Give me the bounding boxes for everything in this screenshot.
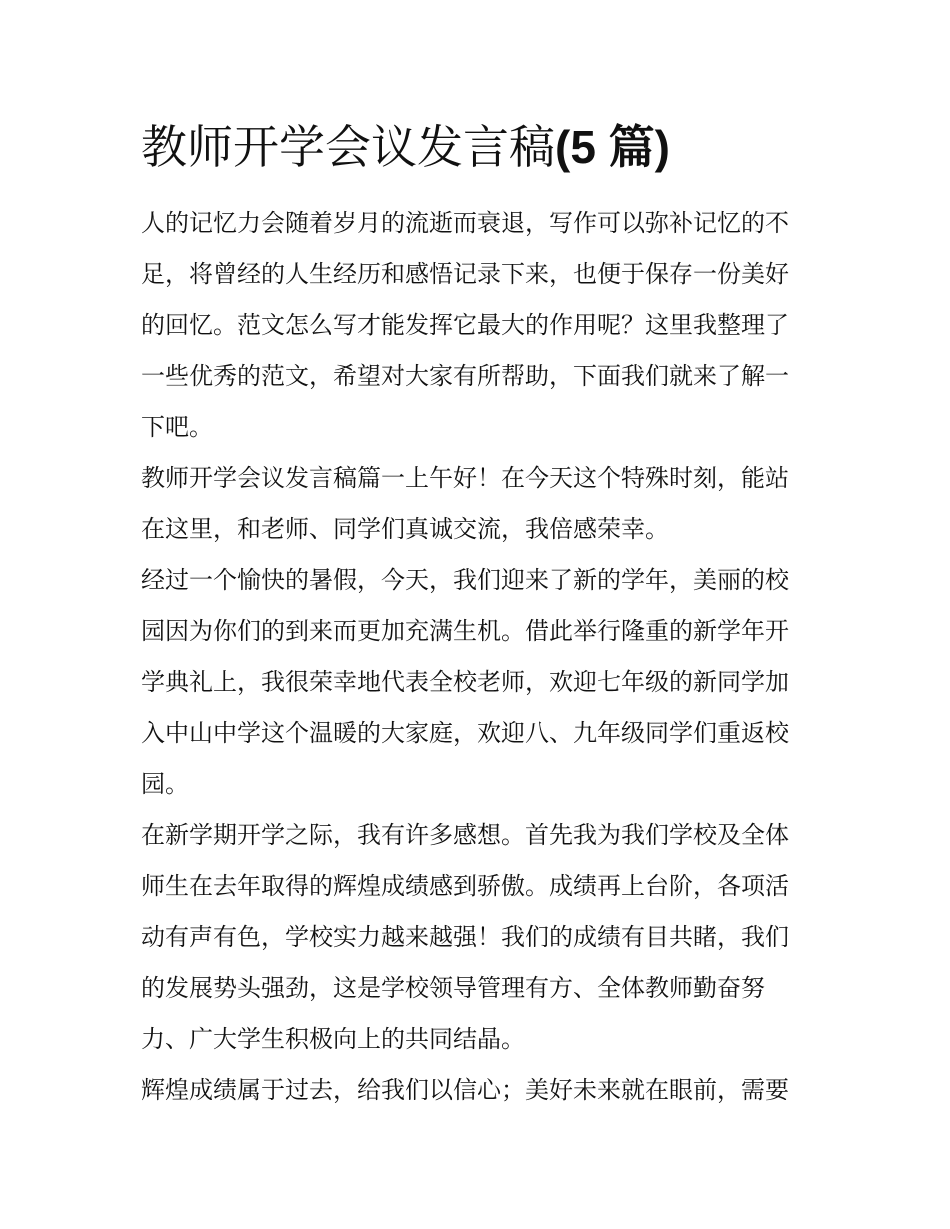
body-line: 力、广大学生积极向上的共同结晶。 (141, 1025, 525, 1053)
body-line: 教师开学会议发言稿篇一上午好！在今天这个特殊时刻，能站 (141, 464, 789, 492)
body-line: 人的记忆力会随着岁月的流逝而衰退，写作可以弥补记忆的不 (141, 209, 789, 237)
body-line: 一些优秀的范文，希望对大家有所帮助，下面我们就来了解一 (141, 362, 789, 390)
body-line: 足，将曾经的人生经历和感悟记录下来，也便于保存一份美好 (141, 260, 789, 288)
body-line: 学典礼上，我很荣幸地代表全校老师，欢迎七年级的新同学加 (141, 668, 789, 696)
body-line: 在新学期开学之际，我有许多感想。首先我为我们学校及全体 (141, 821, 789, 849)
body-line: 辉煌成绩属于过去，给我们以信心；美好未来就在眼前，需要 (141, 1076, 789, 1104)
body-line: 下吧。 (141, 413, 213, 441)
body-line: 入中山中学这个温暖的大家庭，欢迎八、九年级同学们重返校 (141, 719, 789, 747)
document-body (141, 198, 816, 1116)
body-line: 在这里，和老师、同学们真诚交流，我倍感荣幸。 (141, 515, 669, 543)
document-title-suffix: (5 篇) (555, 121, 670, 173)
document-title (141, 116, 950, 178)
body-line: 的回忆。范文怎么写才能发挥它最大的作用呢？这里我整理了 (141, 311, 789, 339)
body-line: 园因为你们的到来而更加充满生机。借此举行隆重的新学年开 (141, 617, 789, 645)
body-line: 的发展势头强劲，这是学校领导管理有方、全体教师勤奋努 (141, 974, 765, 1002)
body-line: 园。 (141, 770, 189, 798)
body-line: 动有声有色，学校实力越来越强！我们的成绩有目共睹，我们 (141, 923, 789, 951)
document-title-main: 教师开学会议发言稿 (141, 120, 555, 174)
body-line: 师生在去年取得的辉煌成绩感到骄傲。成绩再上台阶，各项活 (141, 872, 789, 900)
body-line: 经过一个愉快的暑假，今天，我们迎来了新的学年，美丽的校 (141, 566, 789, 594)
